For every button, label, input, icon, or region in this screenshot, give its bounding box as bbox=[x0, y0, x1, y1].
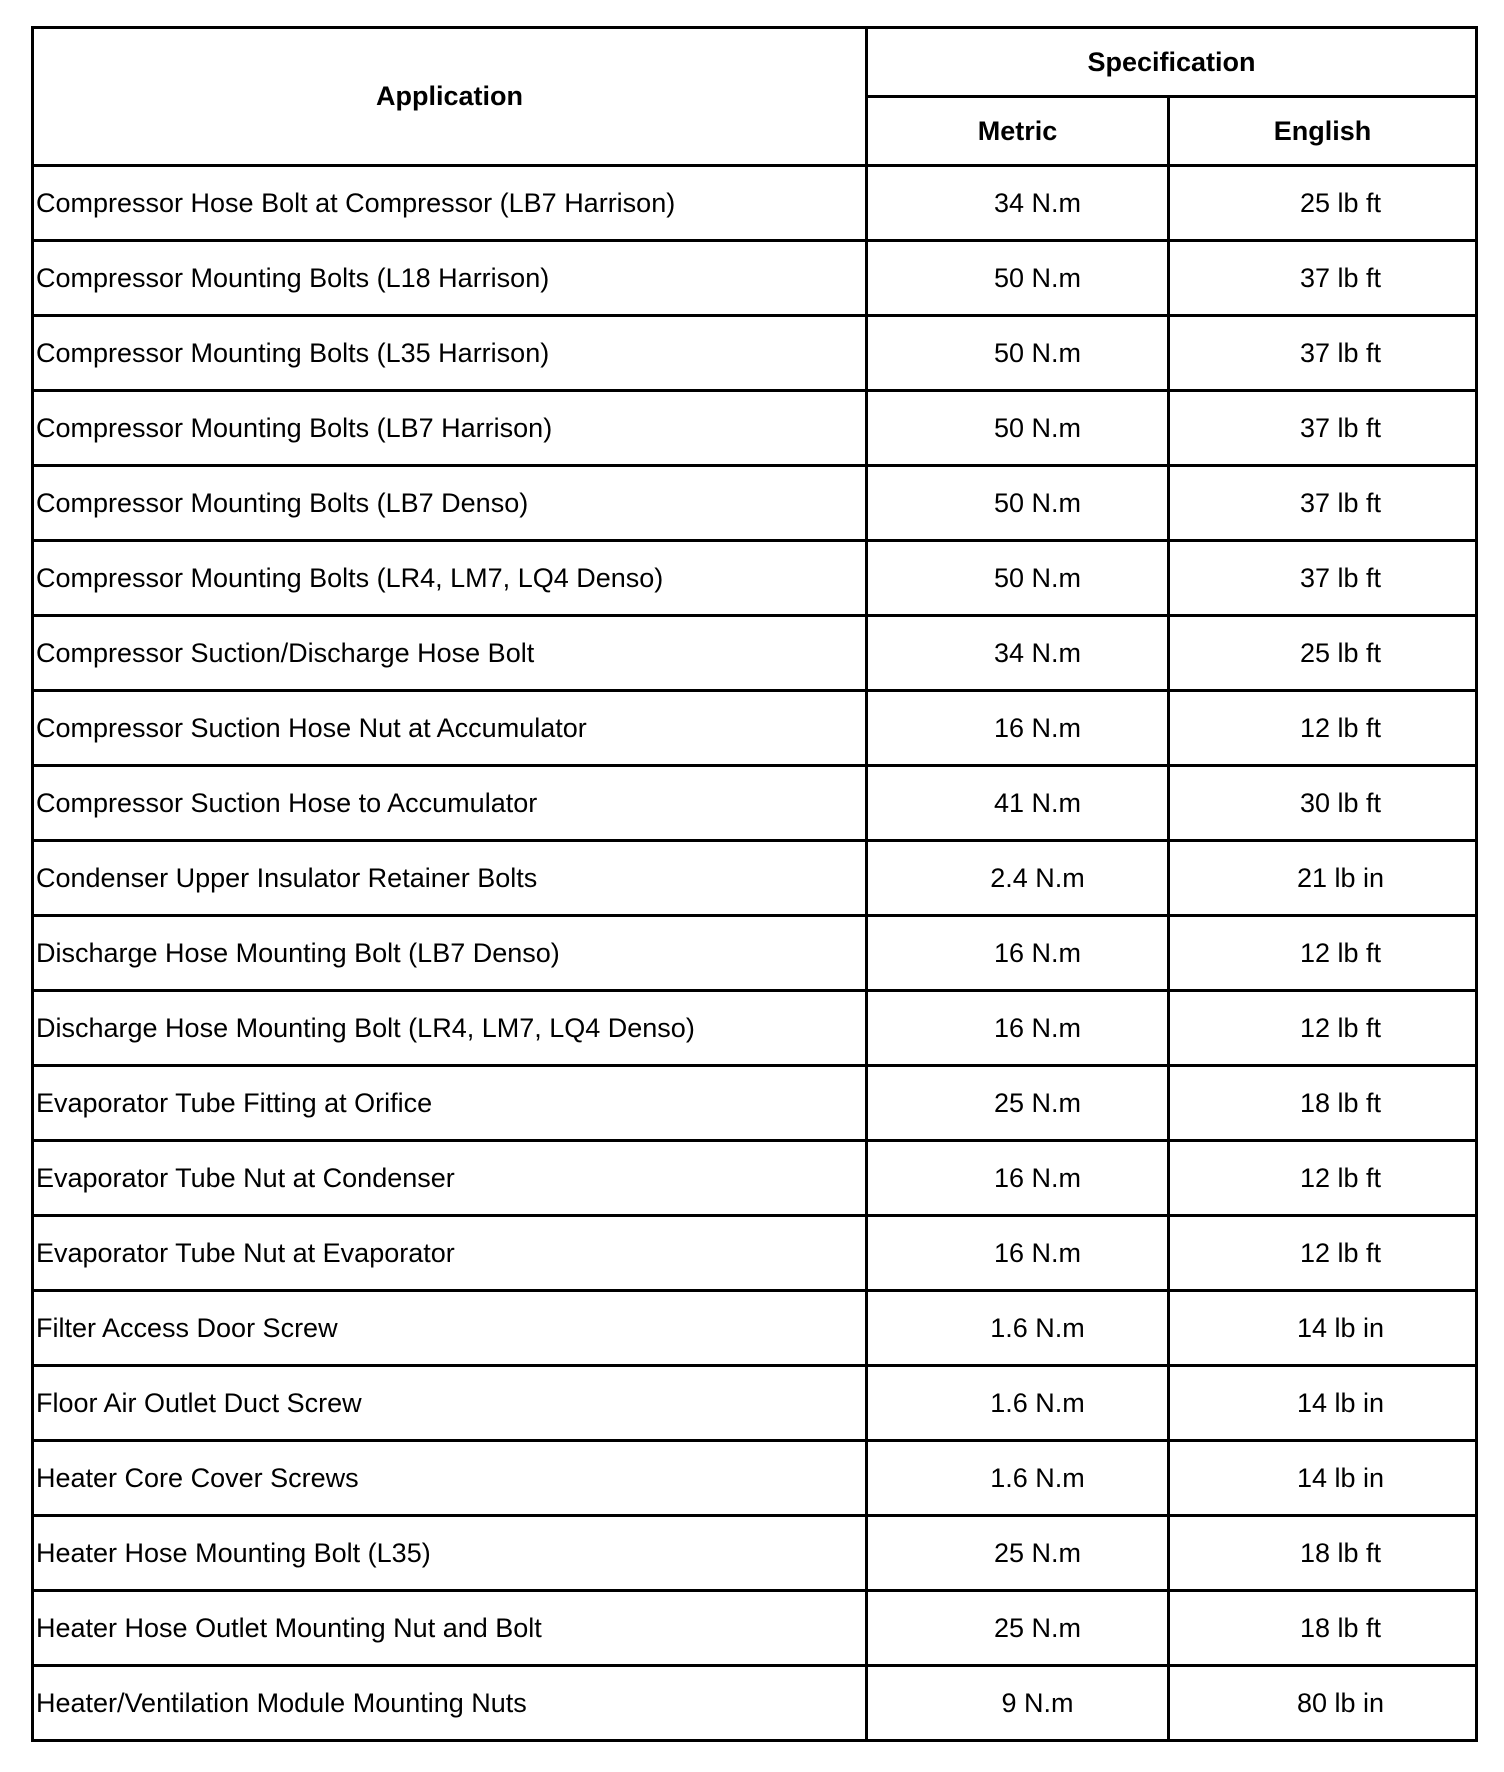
table-row bbox=[33, 316, 1477, 391]
application-cell: Evaporator Tube Nut at Evaporator bbox=[33, 1216, 867, 1291]
table-row bbox=[33, 766, 1477, 841]
metric-cell: 34 N.m bbox=[867, 616, 1169, 691]
table-row bbox=[33, 616, 1477, 691]
metric-cell: 50 N.m bbox=[867, 391, 1169, 466]
specification-header: Specification bbox=[867, 28, 1477, 97]
metric-cell: 25 N.m bbox=[867, 1516, 1169, 1591]
application-cell: Compressor Mounting Bolts (L18 Harrison) bbox=[33, 241, 867, 316]
table-row bbox=[33, 166, 1477, 241]
table-row bbox=[33, 1366, 1477, 1441]
metric-cell: 16 N.m bbox=[867, 991, 1169, 1066]
application-cell: Compressor Mounting Bolts (LR4, LM7, LQ4 Denso) bbox=[33, 541, 867, 616]
english-cell: 80 lb in bbox=[1169, 1666, 1477, 1741]
table-row bbox=[33, 1066, 1477, 1141]
table-row bbox=[33, 1291, 1477, 1366]
metric-cell: 50 N.m bbox=[867, 541, 1169, 616]
table-row bbox=[33, 1141, 1477, 1216]
table-row bbox=[33, 841, 1477, 916]
english-cell: 12 lb ft bbox=[1169, 991, 1477, 1066]
metric-cell: 1.6 N.m bbox=[867, 1441, 1169, 1516]
english-cell: 12 lb ft bbox=[1169, 1141, 1477, 1216]
application-header: Application bbox=[33, 28, 867, 166]
english-cell: 12 lb ft bbox=[1169, 916, 1477, 991]
english-cell: 37 lb ft bbox=[1169, 466, 1477, 541]
metric-cell: 16 N.m bbox=[867, 916, 1169, 991]
metric-cell: 50 N.m bbox=[867, 316, 1169, 391]
table-row bbox=[33, 1216, 1477, 1291]
english-cell: 14 lb in bbox=[1169, 1366, 1477, 1441]
metric-cell: 1.6 N.m bbox=[867, 1366, 1169, 1441]
metric-cell: 25 N.m bbox=[867, 1591, 1169, 1666]
metric-cell: 25 N.m bbox=[867, 1066, 1169, 1141]
application-cell: Evaporator Tube Nut at Condenser bbox=[33, 1141, 867, 1216]
english-cell: 12 lb ft bbox=[1169, 691, 1477, 766]
metric-cell: 2.4 N.m bbox=[867, 841, 1169, 916]
metric-cell: 16 N.m bbox=[867, 1141, 1169, 1216]
metric-cell: 16 N.m bbox=[867, 691, 1169, 766]
application-cell: Heater/Ventilation Module Mounting Nuts bbox=[33, 1666, 867, 1741]
english-cell: 37 lb ft bbox=[1169, 316, 1477, 391]
english-cell: 25 lb ft bbox=[1169, 166, 1477, 241]
application-cell: Compressor Suction/Discharge Hose Bolt bbox=[33, 616, 867, 691]
application-cell: Compressor Mounting Bolts (LB7 Harrison) bbox=[33, 391, 867, 466]
application-cell: Compressor Suction Hose to Accumulator bbox=[33, 766, 867, 841]
table-row bbox=[33, 466, 1477, 541]
metric-cell: 50 N.m bbox=[867, 241, 1169, 316]
table-row bbox=[33, 1666, 1477, 1741]
english-header: English bbox=[1169, 97, 1477, 166]
table-body bbox=[33, 166, 1477, 1741]
metric-cell: 1.6 N.m bbox=[867, 1291, 1169, 1366]
english-cell: 21 lb in bbox=[1169, 841, 1477, 916]
english-cell: 18 lb ft bbox=[1169, 1066, 1477, 1141]
application-cell: Discharge Hose Mounting Bolt (LR4, LM7, LQ4 Denso) bbox=[33, 991, 867, 1066]
metric-header: Metric bbox=[867, 97, 1169, 166]
table-row bbox=[33, 241, 1477, 316]
table-row bbox=[33, 391, 1477, 466]
metric-cell: 9 N.m bbox=[867, 1666, 1169, 1741]
english-cell: 25 lb ft bbox=[1169, 616, 1477, 691]
metric-cell: 41 N.m bbox=[867, 766, 1169, 841]
table-row bbox=[33, 541, 1477, 616]
header-row-top bbox=[33, 28, 1477, 97]
application-cell: Heater Core Cover Screws bbox=[33, 1441, 867, 1516]
application-cell: Heater Hose Outlet Mounting Nut and Bolt bbox=[33, 1591, 867, 1666]
english-cell: 12 lb ft bbox=[1169, 1216, 1477, 1291]
table-row bbox=[33, 991, 1477, 1066]
fastener-spec-table bbox=[31, 26, 1478, 1742]
table-row bbox=[33, 1591, 1477, 1666]
english-cell: 18 lb ft bbox=[1169, 1516, 1477, 1591]
application-cell: Floor Air Outlet Duct Screw bbox=[33, 1366, 867, 1441]
table-row bbox=[33, 1516, 1477, 1591]
english-cell: 14 lb in bbox=[1169, 1441, 1477, 1516]
table-row bbox=[33, 916, 1477, 991]
metric-cell: 34 N.m bbox=[867, 166, 1169, 241]
application-cell: Compressor Mounting Bolts (L35 Harrison) bbox=[33, 316, 867, 391]
application-cell: Discharge Hose Mounting Bolt (LB7 Denso) bbox=[33, 916, 867, 991]
english-cell: 14 lb in bbox=[1169, 1291, 1477, 1366]
application-cell: Compressor Hose Bolt at Compressor (LB7 Harrison) bbox=[33, 166, 867, 241]
table-row bbox=[33, 1441, 1477, 1516]
application-cell: Compressor Suction Hose Nut at Accumulator bbox=[33, 691, 867, 766]
table-row bbox=[33, 691, 1477, 766]
english-cell: 37 lb ft bbox=[1169, 391, 1477, 466]
english-cell: 37 lb ft bbox=[1169, 241, 1477, 316]
application-cell: Evaporator Tube Fitting at Orifice bbox=[33, 1066, 867, 1141]
english-cell: 18 lb ft bbox=[1169, 1591, 1477, 1666]
application-cell: Compressor Mounting Bolts (LB7 Denso) bbox=[33, 466, 867, 541]
application-cell: Condenser Upper Insulator Retainer Bolts bbox=[33, 841, 867, 916]
metric-cell: 16 N.m bbox=[867, 1216, 1169, 1291]
application-cell: Heater Hose Mounting Bolt (L35) bbox=[33, 1516, 867, 1591]
application-cell: Filter Access Door Screw bbox=[33, 1291, 867, 1366]
english-cell: 30 lb ft bbox=[1169, 766, 1477, 841]
english-cell: 37 lb ft bbox=[1169, 541, 1477, 616]
metric-cell: 50 N.m bbox=[867, 466, 1169, 541]
